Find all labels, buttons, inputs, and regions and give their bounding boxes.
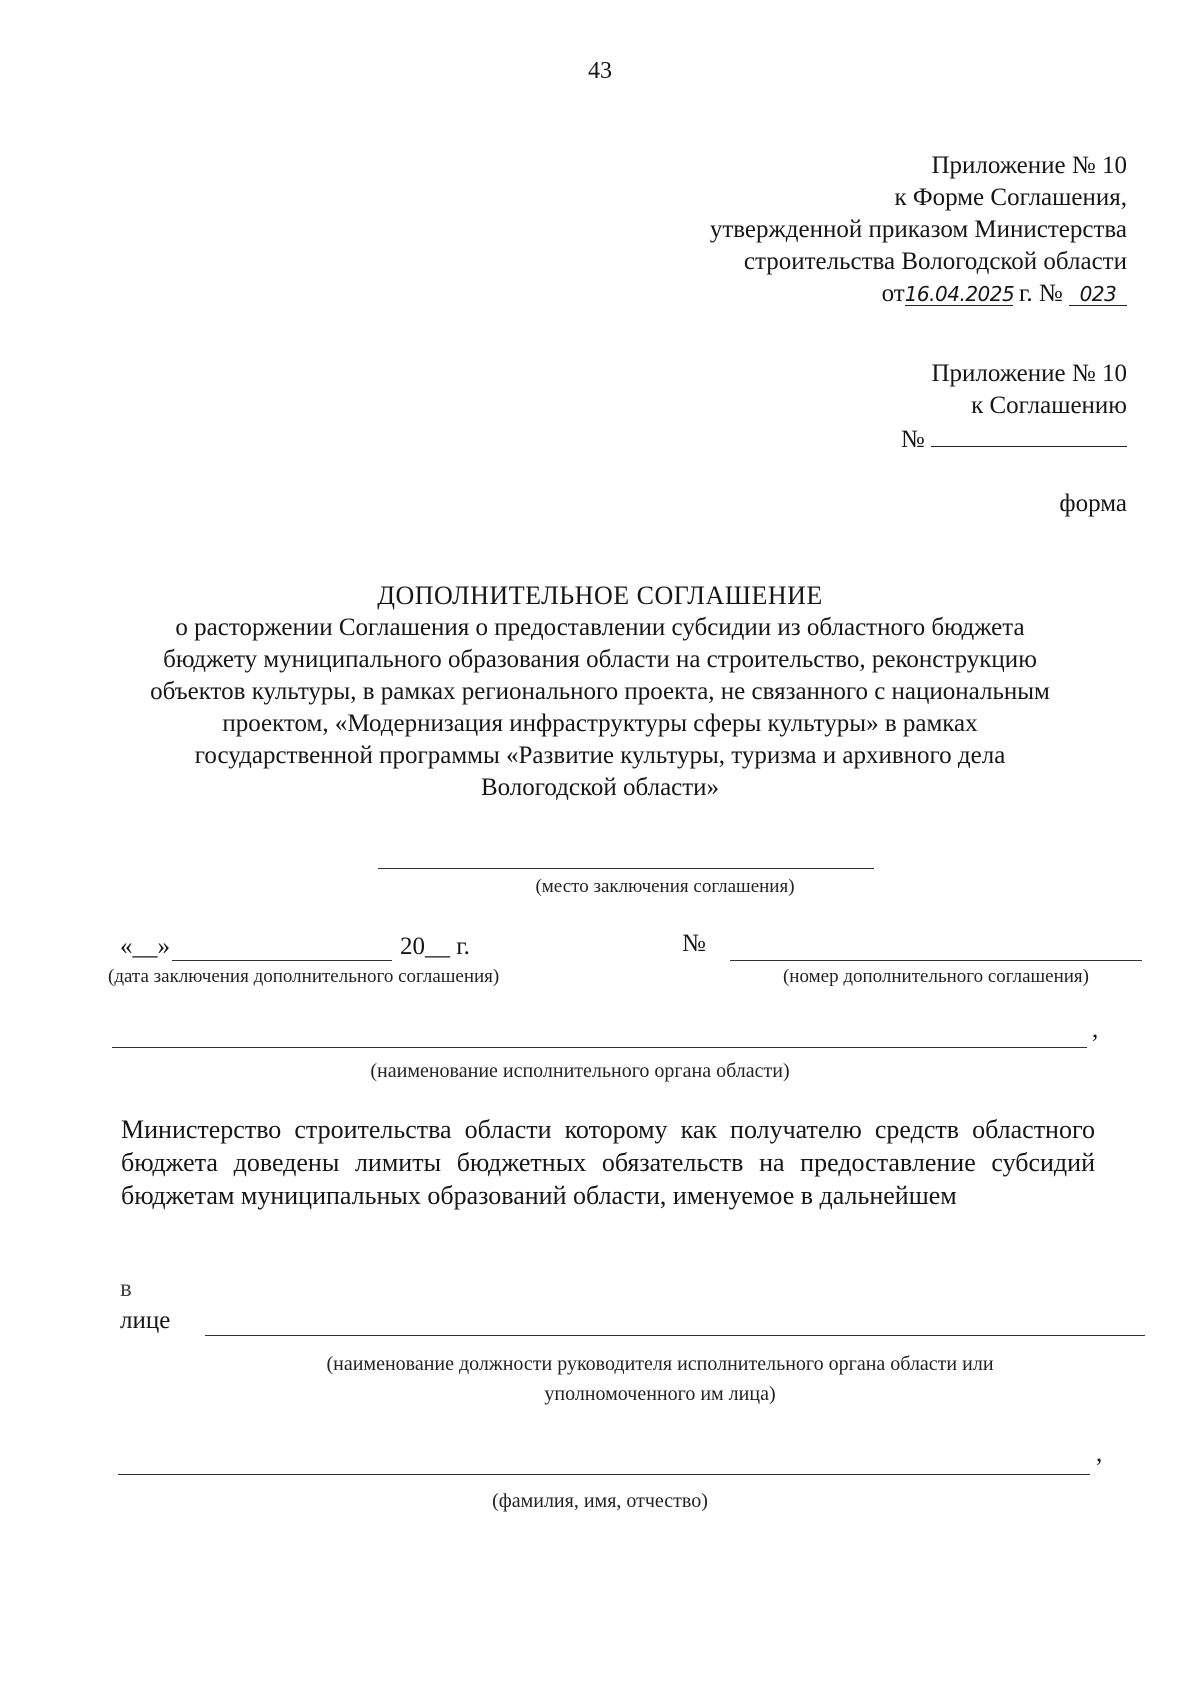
document-title-block — [100, 580, 1100, 804]
organ-comma: , — [1092, 1016, 1099, 1043]
position-blank-line — [205, 1335, 1145, 1336]
handwritten-number: 023 — [1069, 283, 1127, 306]
additional-number-caption: (номер дополнительного соглашения) — [782, 966, 1089, 987]
position-caption-line-1: (наименование должности руководителя исполнительного органа области или — [326, 1353, 994, 1375]
agreement-number-sign-2: № — [682, 930, 706, 957]
title-line-4: проектом, «Модернизация инфраструктуры сферы культуры» в рамках — [222, 710, 978, 737]
appendix-agreement-block — [901, 358, 1127, 456]
organ-caption: (наименование исполнительного органа области) — [370, 1060, 790, 1082]
organ-blank-line — [112, 1047, 1087, 1048]
appendix-agreement-line1: Приложение № 10 — [931, 360, 1127, 387]
number-prefix: г. № — [1018, 280, 1063, 307]
appendix-form-line1: Приложение № 10 — [931, 152, 1127, 179]
appendix-form-date-line — [710, 278, 1127, 310]
title-line-6: Вологодской области» — [480, 774, 720, 801]
agreement-number-sign: № — [900, 426, 925, 453]
word-v: в — [120, 1275, 132, 1302]
position-caption — [200, 1349, 1120, 1409]
title-line-3: объектов культуры, в рамках регионального проекта, не связанного с национальным — [150, 678, 1050, 705]
place-caption: (место заключения соглашения) — [535, 876, 795, 897]
title-line-1: о расторжении Соглашения о предоставлении субсидии из областного бюджета — [175, 614, 1025, 641]
word-litse: лице — [120, 1307, 171, 1334]
appendix-agreement-number-line — [901, 424, 1127, 456]
appendix-form-line2: к Форме Соглашения, — [894, 184, 1127, 211]
date-blank-line — [172, 960, 392, 961]
page-number: 43 — [588, 58, 612, 84]
additional-number-blank-line — [730, 960, 1142, 961]
body-paragraph: Министерство строительства области которому как получателю средств областного бюджета доведены лимиты бюджетных обязательств на предоставление субсидий бюджетам муниципальных образований области, именуемое в дальнейшем — [121, 1115, 1095, 1210]
fio-blank-line — [118, 1474, 1090, 1475]
document-title: ДОПОЛНИТЕЛЬНОЕ СОГЛАШЕНИЕ — [377, 581, 823, 610]
place-blank-line — [378, 868, 874, 869]
appendix-form-line3: утвержденной приказом Министерства — [709, 216, 1127, 243]
date-quote-open: «__» — [120, 933, 170, 960]
form-label: форма — [1059, 490, 1127, 517]
fio-caption: (фамилия, имя, отчество) — [492, 1490, 708, 1512]
position-caption-line-2: уполномоченного им лица) — [544, 1383, 776, 1405]
date-year: 20__ г. — [400, 933, 470, 960]
title-line-5: государственной программы «Развитие культуры, туризма и архивного дела — [194, 742, 1006, 769]
appendix-agreement-line2: к Соглашению — [971, 392, 1127, 419]
agreement-number-blank — [931, 424, 1127, 447]
fio-comma: , — [1096, 1440, 1103, 1467]
title-line-2: бюджету муниципального образования области на строительство, реконструкцию — [163, 646, 1037, 673]
date-caption: (дата заключения дополнительного соглашения) — [108, 966, 500, 987]
handwritten-date: 16.04.2025 — [904, 282, 1015, 306]
date-prefix: от — [881, 280, 905, 307]
appendix-form-block — [710, 150, 1127, 310]
appendix-form-line4: строительства Вологодской области — [743, 248, 1127, 275]
